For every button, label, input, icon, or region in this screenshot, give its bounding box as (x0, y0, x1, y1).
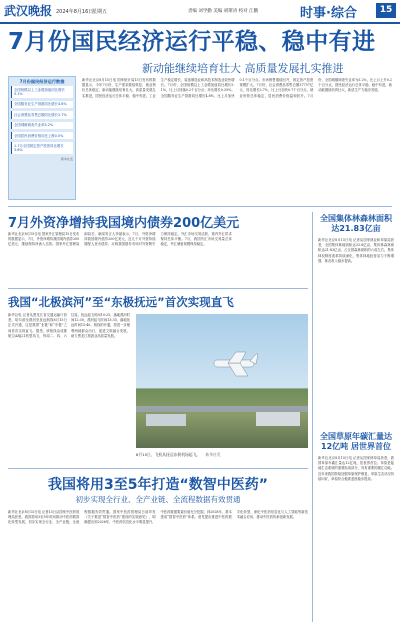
infographic-item: 全国居民消费价格同比上涨0.5% (11, 132, 73, 139)
photo-caption-text: 8月15日，飞机从抚远东极机场起飞。 (136, 452, 201, 457)
article4-title: 我国将用3至5年打造“数智中医药” (48, 477, 268, 493)
article2-title: 7月外资净增持我国境内债券200亿美元 (8, 216, 240, 231)
article1-subtitle: 新动能继续培育壮大 高质量发展扎实推进 (142, 62, 344, 75)
section-divider-3 (8, 468, 308, 469)
infographic-item: 全国城镇调查失业率5.2% (11, 122, 73, 129)
infographic-item: 全国服务业生产指数同比增长4.8% (11, 101, 73, 108)
article3-body: 新华社电 记者从黑龙江省交通运输厅获悉，哈尔滨至漠河至抚远航线8月15日正式开通，这是我国“北极”和“东极”之间首次实现直飞。据悉，该航线由成都航空ARJ21机型执飞，每周二、四、六往返，抚远起飞时间10:25，落地漠河时间12:30，漠河起飞时间13:35，落地抚远时间15:40。航线的开通，将进一步便利两地群众出行，促进文旅融合发展，助力黑龙江旅游业高质量发展。 (8, 313, 130, 338)
airport-photo (136, 314, 308, 448)
article3-title: 我国“北极滨河”至“东极抚远”首次实现直飞 (8, 295, 234, 309)
paper-logo: 武汉晚报 (4, 4, 53, 18)
section-divider-1 (8, 206, 392, 207)
sidebar2-title: 全国草原年碳汇量达12亿吨 居世界首位 (320, 432, 392, 451)
sidebar2-body: 新华社北京8月15日电 记者从国家林草局获悉，我国草原年碳汇量达12亿吨，居世界首位。草原是陆地生态系统的重要组成部分，具有重要的碳汇功能。近年来我国持续加强草原保护修复，草原生态状况持续向好，草原综合植被盖度稳步提高。 (318, 456, 394, 481)
issue-date: 2024年8月16日 (56, 9, 94, 15)
masthead (0, 0, 400, 22)
page-number-badge: 15 (376, 3, 396, 18)
article1-title: 7月份国民经济运行平稳、稳中有进 (8, 29, 376, 55)
article4-body: 新华社北京8月15日电 记者15日从国家中医药管理局获悉，我国将用3至5年时间推动中医药数智化转型发展，初步实现全行业、全产业链、全流程数据有效贯通。国家中医药管理局日前印发《关于推进“数智中医药”建设的实施意见》，明确提出到2026年，中医药信息化水平明显提升，中医药数据要素价值充分挖掘；到2028年，基本建成“数智中医药”体系。意见提出推进中医药数字化转型，深化中医药信息化与人工智能等新技术融合应用，推动中医药传承创新发展。 (8, 510, 308, 525)
article1-body: 新华社北京8月15日电 国家统计局15日发布的数据显示，今年7月份，生产需求继续恢复，就业物价总体稳定，新动能继续培育壮大，高质量发展扎实推进，国民经济运行总体平稳、稳中有进。工业生产稳定增长，装备制造业和高技术制造业较快增长。7月份，全国规模以上工业增加值同比增长5.1%，比上月回落0.2个百分点；环比增长0.35%。全国服务业生产指数同比增长4.8%，比上月加快0.1个百分点。市场销售继续回升，固定资产投资规模扩大。7月份，社会消费品零售总额37757亿元，同比增长2.7%，比上月加快0.7个百分点。就业形势总体稳定，居民消费价格温和回升。7月份，全国城镇调查失业率为5.2%，比上月上升0.2个百分点。国民经济运行总体平稳、稳中有进，新动能继续培育壮大，新质生产力稳步发展。 (82, 78, 392, 98)
article2-body: 新华社北京8月15日电 国家外汇管理局15日发布的数据显示，7月，外资净增持我国境内债券200亿美元，继续保持净流入态势。国家外汇管理局副局长、新闻发言人李斌表示，7月，外资净增持我国境内债券200亿美元，近几个月外资持续增配人民币债券，反映我国债券市场对外资吸引力保持稳定。外汇市场交易活跃，境内外汇供求保持总体平衡。7月，我国外汇市场交易量总体稳定，外汇储备规模保持稳定。 (8, 232, 232, 247)
sidebar1-title: 全国集体林森林面积达21.83亿亩 (320, 214, 392, 233)
infographic-items (11, 86, 73, 154)
infographic-credit: 新华社发 (60, 157, 73, 162)
infographic-item: 全国规模以上工业增加值同比增长5.1% (11, 86, 73, 98)
masthead-rule (0, 22, 400, 24)
section-title: 时事·综合 (300, 6, 357, 21)
infographic-item: 社会消费品零售总额同比增长2.7% (11, 111, 73, 118)
section-divider-2 (8, 288, 308, 289)
airplane-illustration (136, 314, 308, 448)
issue-weekday: 星期五 (92, 9, 108, 15)
article4-subtitle: 初步实现全行业、全产业链、全流程数据有效贯通 (75, 495, 241, 504)
infographic-title: 7月份国民经济运行数据 (19, 79, 65, 84)
economic-infographic (8, 76, 76, 200)
infographic-item: 1-7月全国固定资产投资同比增长3.6% (11, 142, 73, 154)
photo-credit: 新华社发 (205, 452, 221, 457)
photo-caption (136, 452, 308, 458)
sidebar1-body: 新华社北京8月15日电 记者从国家林业和草原局获悉，全国集体林地面积达33.8亿亩，集体林森林面积达21.83亿亩，占全国森林面积的六成左右。集体林权制度改革持续深化，集体林地经营活力不断增强，林农收入稳步提高。 (318, 238, 394, 263)
sidebar-divider (312, 212, 313, 622)
editor-credits: 责编 刘学勤 美编 胡斯涛 校对 江鹏 (188, 9, 259, 14)
